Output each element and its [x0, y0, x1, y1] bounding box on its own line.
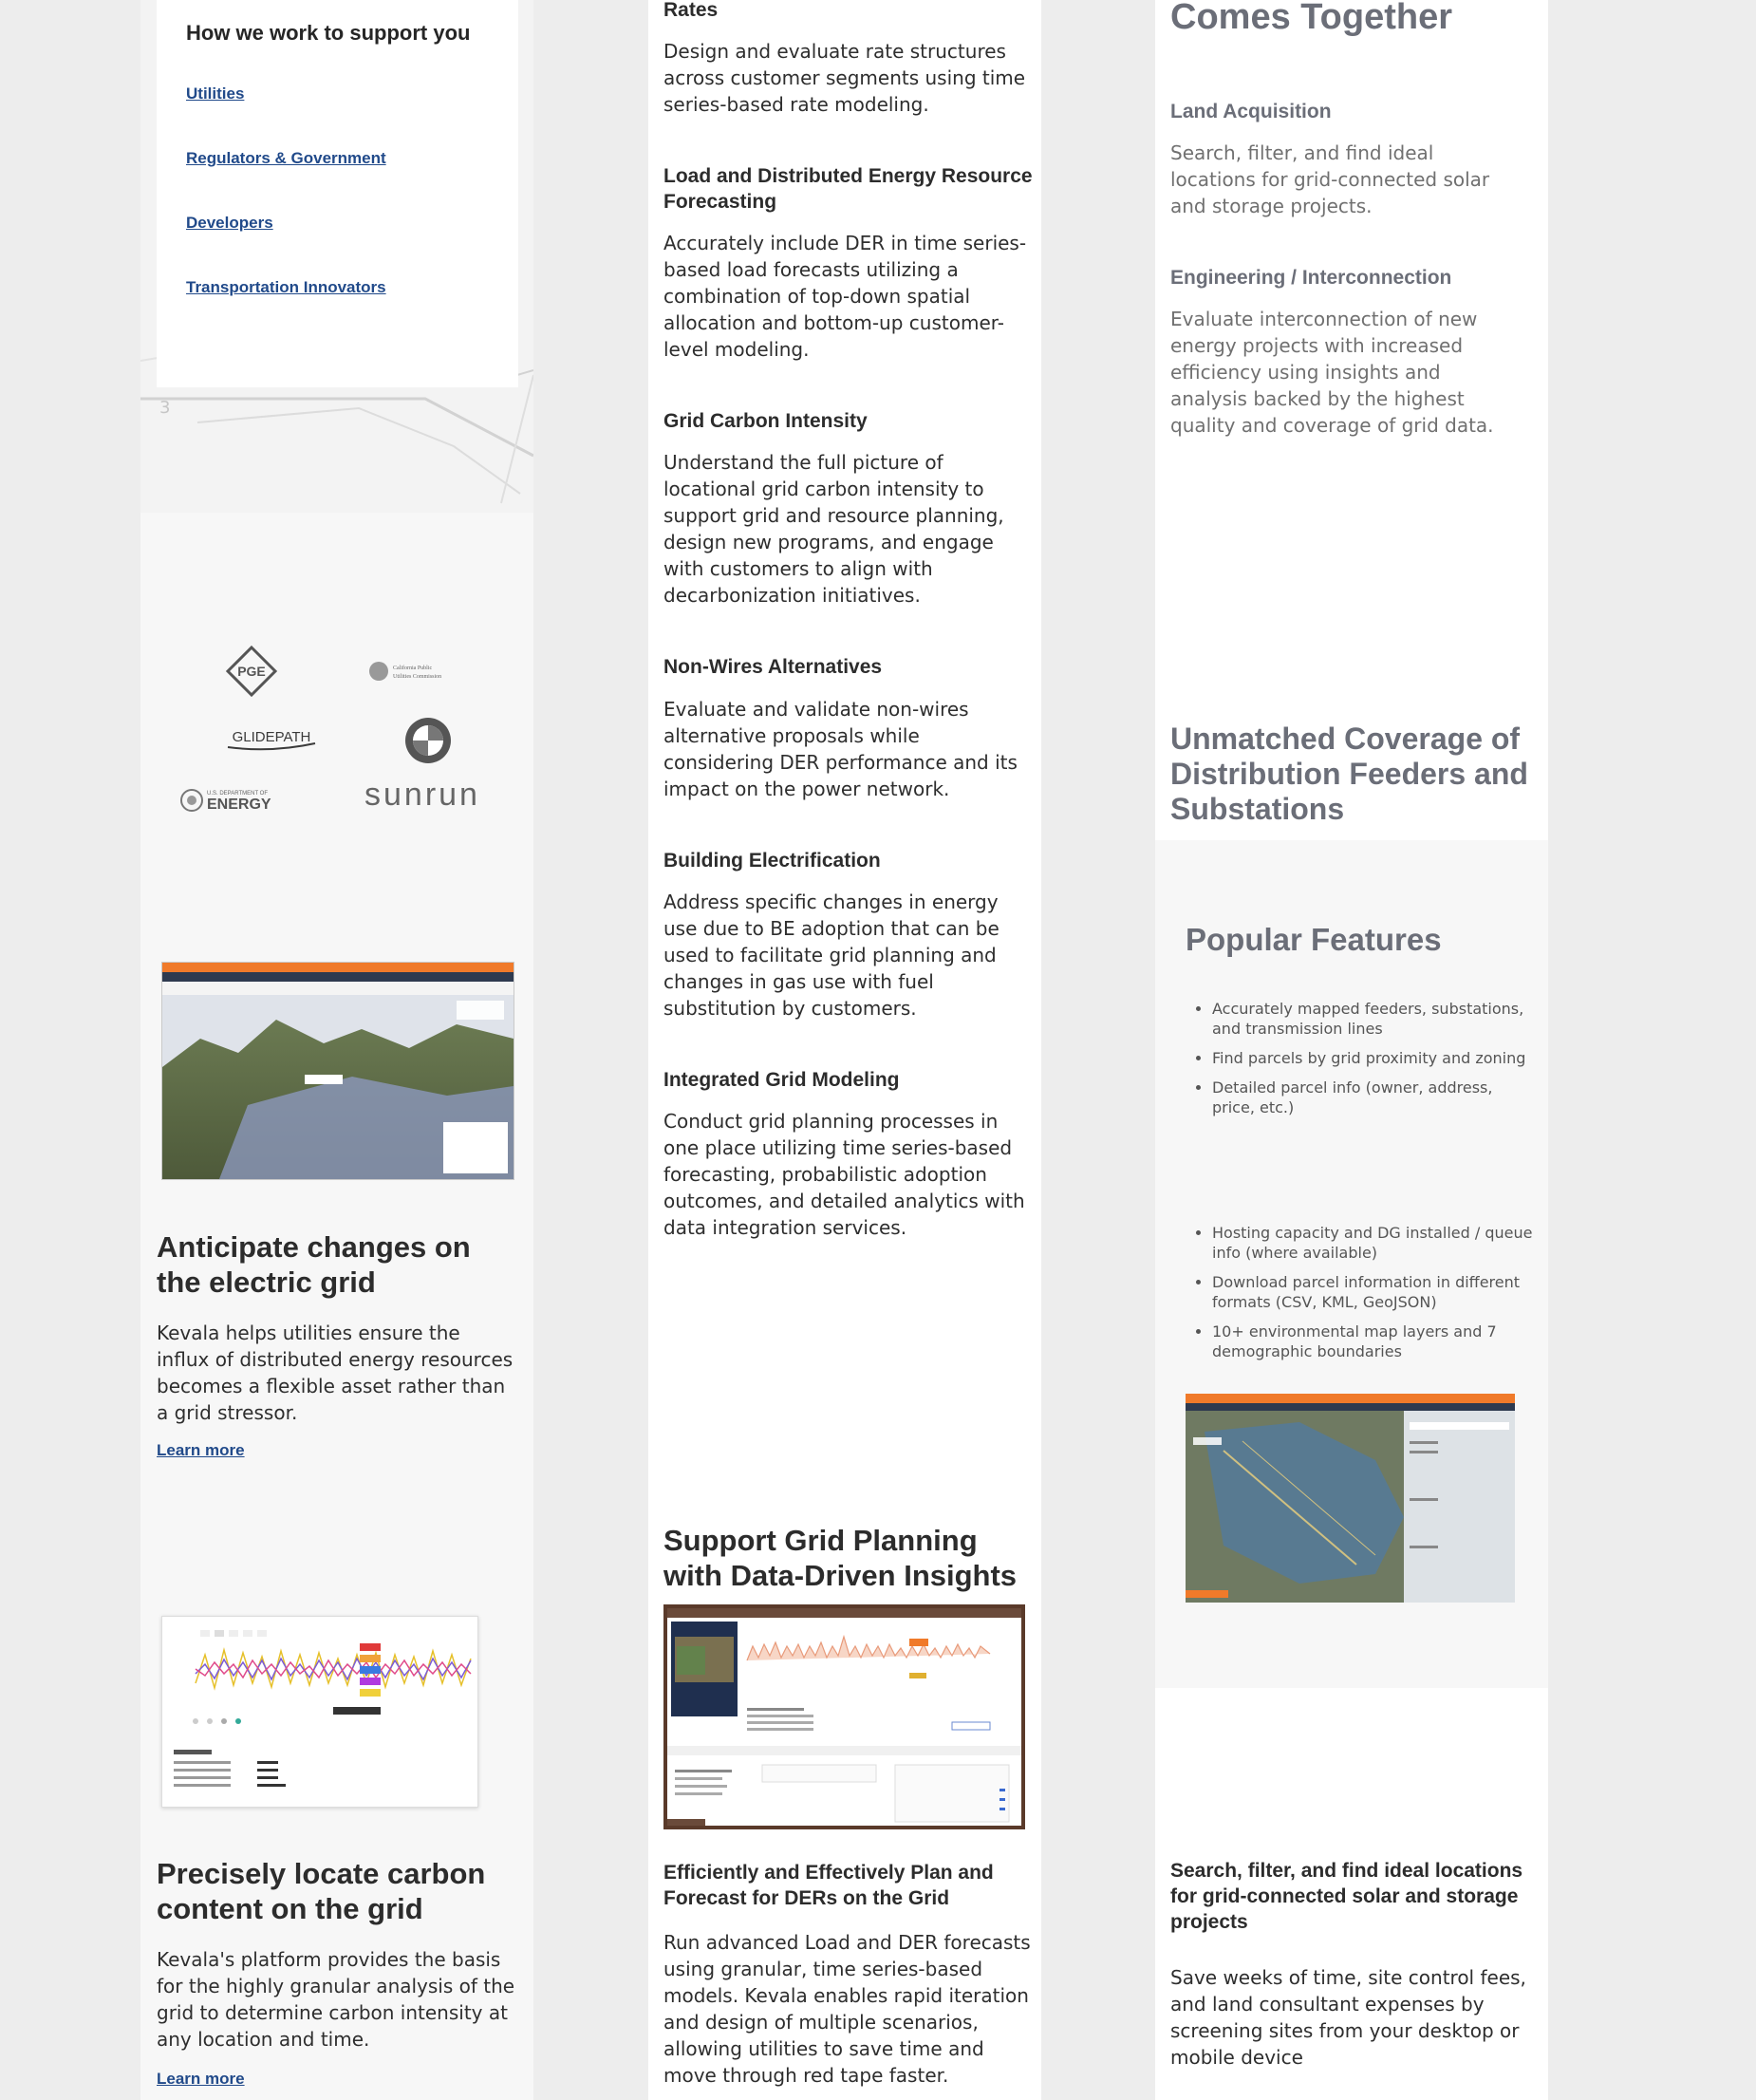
svg-text:GLIDEPATH: GLIDEPATH [232, 729, 311, 745]
item-body-grid-carbon-intensity: Understand the full picture of locational grid carbon intensity to support grid and resource planning, design new programs, and engage with customers to align with decarbonization initiatives. [663, 451, 1004, 607]
feature2-title: Precisely locate carbon content on the grid [157, 1857, 486, 1925]
engineering-interconnection-title: Engineering / Interconnection [1170, 267, 1452, 289]
feature-bullet: • Find parcels by grid proximity and zoning [1212, 1048, 1535, 1068]
link-developers[interactable]: Developers [186, 214, 273, 232]
feature-bullet: • Download parcel information in different formats (CSV, KML, GeoJSON) [1212, 1272, 1535, 1312]
pge-logo-text: PGE [237, 664, 266, 679]
item-title-integrated-grid-modeling: Integrated Grid Modeling [663, 1069, 900, 1091]
section-title-grid-planning: Support Grid Planning with Data-Driven Insights [663, 1524, 1018, 1592]
sub-title-plan-forecast: Efficiently and Effectively Plan and Forecast for DERs on the Grid [663, 1862, 994, 1909]
popular-features-list-b [1193, 1223, 1535, 1371]
item-body-load-der-forecasting: Accurately include DER in time series-based load forecasts utilizing a combination of top-down spatial allocation and bottom-up customer-level modeling. [663, 232, 1027, 361]
terrain-map-screenshot [161, 962, 514, 1180]
doe-energy-logo [180, 786, 275, 818]
carbon-chart-screenshot [161, 1616, 478, 1808]
support-card [157, 0, 518, 387]
popular-features-title: Popular Features [1186, 922, 1442, 957]
item-title-load-der-forecasting: Load and Distributed Energy Resource Forecasting [663, 165, 1033, 213]
parcel-map-screenshot [1186, 1394, 1515, 1603]
support-title: How we work to support you [186, 21, 471, 45]
feature1-learn-more-link[interactable]: Learn more [157, 1441, 245, 1459]
item-body-rates: Design and evaluate rate structures across customer segments using time series-based rate modeling. [663, 40, 1026, 116]
link-transportation-innovators[interactable]: Transportation Innovators [186, 278, 386, 296]
feature2-body: Kevala's platform provides the basis for the highly granular analysis of the grid to determine carbon intensity at any location and time. [157, 1948, 515, 2051]
item-body-non-wires-alternatives: Evaluate and validate non-wires alternative proposals while considering DER performance and its impact on the power network. [663, 698, 1018, 800]
svg-text:U.S. DEPARTMENT OF: U.S. DEPARTMENT OF [207, 791, 269, 797]
item-title-rates: Rates [663, 0, 719, 21]
item-body-integrated-grid-modeling: Conduct grid planning processes in one place utilizing time series-based forecasting, probabilistic adoption outcomes, and detailed analytics with data integration services. [663, 1110, 1025, 1239]
svg-text:ENERGY: ENERGY [207, 797, 271, 813]
feature2-learn-more-link[interactable]: Learn more [157, 2070, 245, 2088]
link-regulators-government[interactable]: Regulators & Government [186, 149, 386, 167]
cpuc-logo [368, 660, 473, 686]
sub-body-plan-forecast: Run advanced Load and DER forecasts using granular, time series-based models. Kevala enables rapid iteration and design of multiple scenarios, allowing utilities to save time and move through red tape faster. [663, 1931, 1031, 2087]
unmatched-coverage-title: Unmatched Coverage of Distribution Feeders and Substations [1170, 722, 1528, 826]
feature-bullet: • Detailed parcel info (owner, address, price, etc.) [1212, 1078, 1535, 1117]
popular-features-list-a [1193, 999, 1535, 1127]
feature-bullet: • Hosting capacity and DG installed / queue info (where available) [1212, 1223, 1535, 1263]
item-title-non-wires-alternatives: Non-Wires Alternatives [663, 656, 883, 678]
feature1-body: Kevala helps utilities ensure the influx of distributed energy resources becomes a flexible asset rather than a grid stressor. [157, 1322, 514, 1424]
feature-bullet: • 10+ environmental map layers and 7 demographic boundaries [1212, 1322, 1535, 1361]
search-filter-body: Save weeks of time, site control fees, and land consultant expenses by screening sites from your desktop or mobile device [1170, 1966, 1526, 2069]
left-column [140, 0, 533, 2100]
search-filter-title: Search, filter, and find ideal locations for grid-connected solar and storage projects [1170, 1860, 1523, 1933]
item-body-building-electrification: Address specific changes in energy use due to BE adoption that can be used to facilitate grid planning and changes in gas use with fuel substitution by customers. [663, 891, 999, 1020]
glidepath-logo [224, 726, 319, 757]
land-acquisition-title: Land Acquisition [1170, 101, 1332, 122]
item-title-grid-carbon-intensity: Grid Carbon Intensity [663, 410, 868, 432]
engineering-interconnection-body: Evaluate interconnection of new energy projects with increased efficiency using insights and analysis backed by the highest quality and coverage of grid data. [1170, 308, 1494, 437]
sunrun-logo: sunrun [364, 777, 480, 813]
popular-features-panel [1155, 840, 1548, 1688]
land-acquisition-body: Search, filter, and find ideal locations for grid-connected solar and storage projects. [1170, 141, 1490, 217]
svg-text:California Public: California Public [393, 666, 433, 671]
svg-text:Utilities Commission: Utilities Commission [393, 674, 442, 680]
middle-column [648, 0, 1041, 2100]
pge-logo [226, 646, 277, 701]
item-title-building-electrification: Building Electrification [663, 850, 881, 872]
feature-bullet: • Accurately mapped feeders, substations, and transmission lines [1212, 999, 1535, 1039]
feature1-title: Anticipate changes on the electric grid [157, 1230, 471, 1299]
comes-together-title: Comes Together [1170, 0, 1453, 37]
link-utilities[interactable]: Utilities [186, 84, 245, 103]
map-number: 3 [159, 398, 171, 418]
grid-planning-dashboard-screenshot [663, 1604, 1025, 1829]
bmw-logo [404, 717, 452, 768]
right-column [1155, 0, 1548, 2100]
